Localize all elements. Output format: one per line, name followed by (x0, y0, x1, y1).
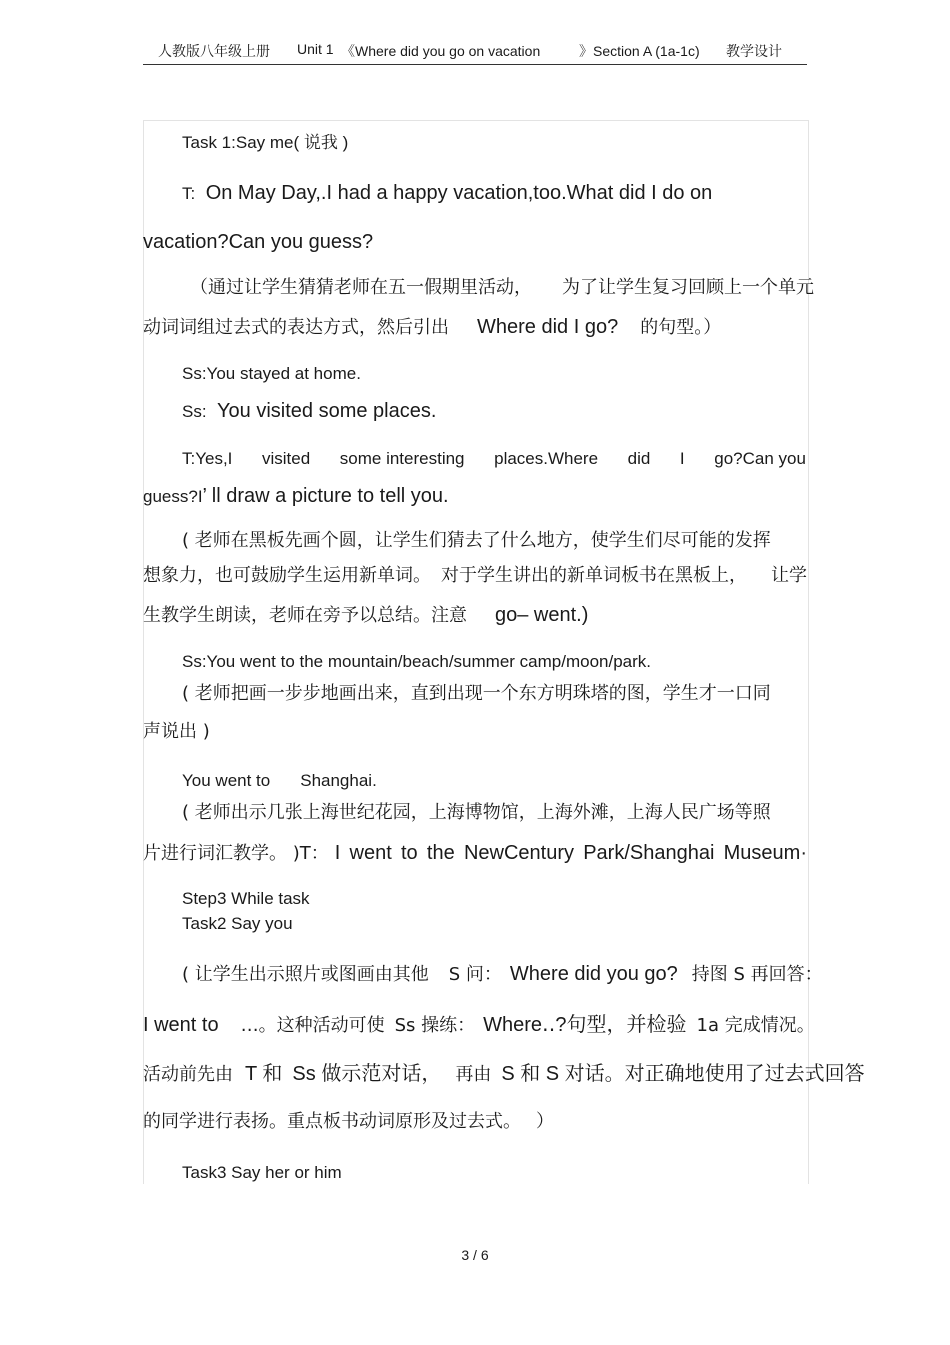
word: T:Yes,I (182, 449, 233, 468)
note-text: 活动前先由 (143, 1064, 233, 1085)
student-speech: You visited some places. (217, 400, 437, 422)
student-line-3: Ss:You went to the mountain/beach/summer camp/moon/park. (182, 652, 652, 671)
word: the (426, 842, 455, 864)
word: went (349, 842, 392, 864)
speaker-ss: Ss: (182, 402, 207, 421)
answer-line (182, 772, 377, 789)
note-text: Where did I go? (477, 316, 619, 338)
note-4-line-2 (143, 843, 807, 863)
note-2-line-3 (143, 605, 588, 625)
note-text: Ss 操练： (394, 1015, 476, 1036)
student-line-1: Ss:You stayed at home. (182, 364, 361, 383)
note-text: S 和 S 对话。对正确地使用了过去式回答 (501, 1063, 865, 1085)
note-text: T 和 (245, 1063, 283, 1085)
task2-heading: Task2 Say you (182, 914, 293, 933)
note-5-line-4 (143, 1113, 554, 1131)
header-unit: Unit 1 (297, 41, 334, 57)
teacher-line-1 (182, 183, 712, 203)
header-book: 人教版八年级上册 (158, 43, 270, 59)
header-section: 》Section A (1a-1c) (579, 43, 700, 59)
note-text: go– went.) (495, 604, 589, 626)
note-text: 为了让学生复习回顾上一个单元 (562, 277, 814, 298)
header-type: 教学设计 (726, 43, 782, 59)
word: ’ ll draw a picture to tell you. (202, 485, 449, 507)
teacher-line-2b (143, 486, 449, 506)
note-2-line-2 (143, 567, 807, 585)
speaker-t: T: (182, 184, 196, 203)
word: You went to (182, 771, 271, 790)
word: I (679, 449, 685, 468)
note-text: 想象力，也可鼓励学生运用新单词。 (143, 565, 431, 586)
note-text: S 问： (448, 964, 502, 985)
note-3-line-1: ( 老师把画一步步地画出来，直到出现一个东方明珠塔的图，学生才一口同 (182, 683, 771, 704)
note-text: 的句型。） (640, 317, 722, 338)
task3-heading: Task3 Say her or him (182, 1163, 342, 1182)
note-text: 1a 完成情况。 (696, 1015, 815, 1036)
note-1-line-2 (143, 317, 721, 337)
word: I (334, 842, 341, 864)
note-text: 对于学生讲出的新单词板书在黑板上， (441, 565, 747, 586)
note-text: Where did you go? (509, 963, 678, 985)
note-text: ） (536, 1111, 554, 1132)
note-5-line-3 (143, 1064, 865, 1084)
word: Shanghai. (300, 771, 377, 790)
note-text: Ss 做示范对话， (292, 1063, 442, 1085)
word: go?Can you (714, 449, 806, 468)
word: places.Where (494, 449, 599, 468)
word: guess?I (143, 487, 203, 506)
note-5-line-2 (143, 1015, 815, 1035)
note-text: 生教学生朗读，老师在旁予以总结。注意 (143, 605, 467, 626)
note-3-line-2: 声说出 ) (143, 721, 210, 742)
teacher-line-2 (182, 450, 806, 467)
word: some interesting (339, 449, 465, 468)
note-text: I went to (143, 1014, 219, 1036)
note-text: …。这种活动可使 (240, 1015, 385, 1036)
word: visited (262, 449, 311, 468)
word: Museum· (723, 842, 807, 864)
note-text: Where‥?句型，并检验 (483, 1014, 687, 1036)
note-text: 持图 S 再回答： (691, 964, 823, 985)
step3-heading: Step3 While task (182, 889, 310, 908)
word: NewCentury (463, 842, 574, 864)
header-title: 《Where did you go on vacation (341, 43, 541, 59)
note-5-line-1 (182, 964, 823, 984)
word: did (627, 449, 651, 468)
word: to (401, 842, 418, 864)
note-text: （通过让学生猜猜老师在五一假期里活动， (190, 277, 532, 298)
note-2-line-1: ( 老师在黑板先画个圆，让学生们猜去了什么地方，使学生们尽可能的发挥 (182, 530, 771, 551)
note-text: 片进行词汇教学。 )T： (143, 843, 329, 864)
note-1-line-1 (190, 279, 814, 297)
teacher-line-1b: vacation?Can you guess? (143, 231, 374, 253)
note-4-line-1: ( 老师出示几张上海世纪花园，上海博物馆，上海外滩，上海人民广场等照 (182, 802, 771, 823)
student-line-2 (182, 401, 436, 421)
word: Park/Shanghai (583, 842, 715, 864)
note-text: 让学 (771, 565, 807, 586)
task1-heading: Task 1:Say me( 说我 ) (182, 133, 349, 152)
page-number: 3 / 6 (461, 1247, 489, 1263)
note-text: 的同学进行表扬。重点板书动词原形及过去式。 (143, 1111, 512, 1132)
note-text: 动词词组过去式的表达方式，然后引出 (143, 317, 449, 338)
teacher-speech: On May Day,.I had a happy vacation,too.What did I do on (205, 182, 713, 204)
page-header (143, 38, 807, 65)
note-4-words (335, 843, 807, 863)
note-text: ( 让学生出示照片或图画由其他 (182, 964, 429, 985)
note-text: 再由 (455, 1064, 492, 1085)
